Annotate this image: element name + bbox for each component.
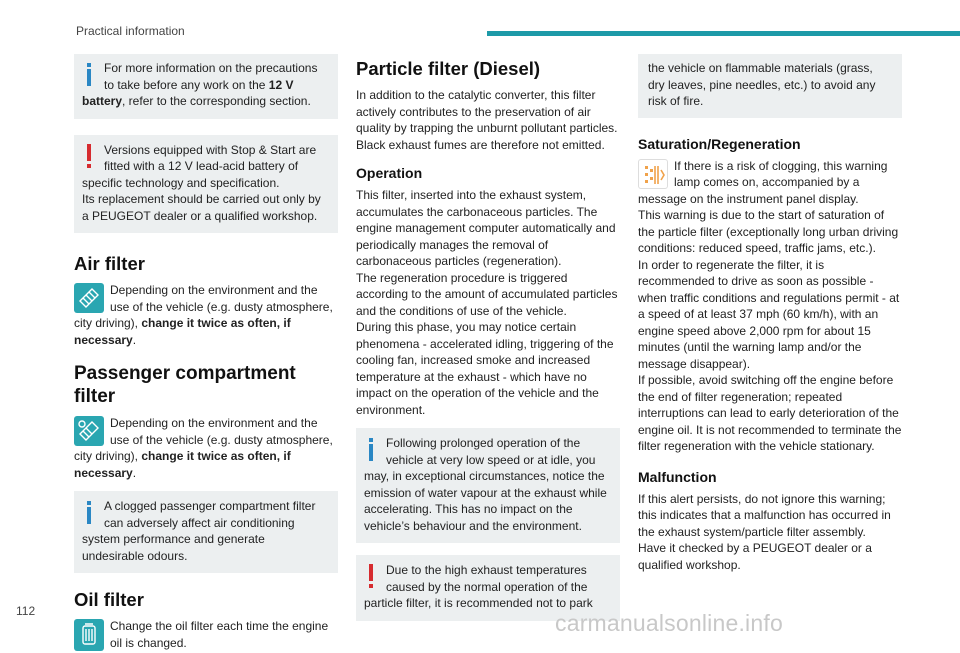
heading-saturation-regeneration: Saturation/Regeneration — [638, 135, 801, 152]
info-note-clogged-filter — [74, 491, 338, 573]
warning-icon — [82, 142, 96, 170]
operation-text-2: The regeneration procedure is triggered according to the amount of accumulated particles and the conditions of use of the vehicle. — [356, 270, 618, 318]
oil-filter-paragraph — [74, 618, 338, 651]
heading-operation: Operation — [356, 165, 423, 181]
heading-passenger-filter: Passenger compartment filter — [74, 363, 296, 407]
passenger-filter-body: Depending on the environment and the use of the vehicle (e.g. dusty atmosphere, city driving), — [74, 416, 333, 463]
malfunction-text-1: If this alert persists, do not ignore this warning; this indicates that a malfunction has occurred in the exhaust system/particle filter assembly. — [638, 491, 891, 539]
warning-icon — [364, 562, 378, 590]
info-note-battery — [74, 54, 338, 119]
warning-exhaust-text: Due to the high exhaust temperatures caused by the normal operation of the particle filter, it is recommended not to park — [364, 563, 593, 610]
operation-text-1: This filter, inserted into the exhaust system, accumulates the carbonaceous particles. The engine management computer automatically and periodically manages the removal of carbonaceous particles (regeneration). — [356, 188, 616, 268]
info-icon — [82, 60, 96, 88]
column-left — [74, 54, 338, 653]
cabin-filter-icon — [74, 416, 104, 446]
air-filter-bold: change it twice as often, if necessary — [74, 316, 291, 347]
air-filter-text — [74, 282, 338, 348]
warning-text: Versions equipped with Stop & Start are fitted with a 12 V lead-acid battery of specific technology and specification. — [82, 142, 317, 190]
saturation-text-3: In order to regenerate the filter, it is recommended to drive as soon as possible - when traffic conditions and regulations permit - at a speed of at least 37 mph (60 km/h), with an engine speed above 2,000 rpm for about 15 minutes (until the warning lamp and/or the message disappear). — [638, 257, 900, 371]
passenger-filter-text — [74, 415, 338, 481]
column-right — [638, 54, 902, 573]
heading-particle-filter: Particle filter (Diesel) — [356, 58, 541, 79]
particle-filter-warning-icon — [638, 159, 668, 189]
particle-filter-intro: In addition to the catalytic converter, this filter actively contributes to the preservation of air quality by trapping the unburnt pollutant particles. Black exhaust fumes are therefore not emitted. — [356, 88, 618, 152]
warning-note-stop-start — [74, 135, 338, 234]
heading-oil-filter: Oil filter — [74, 589, 144, 610]
note-bold: 12 V battery — [82, 77, 294, 108]
air-filter-icon — [74, 283, 104, 313]
info-icon — [364, 435, 378, 463]
heading-air-filter: Air filter — [74, 253, 145, 274]
warning-note-continued — [638, 54, 902, 118]
section-label: Practical information — [76, 24, 185, 38]
heading-malfunction: Malfunction — [638, 468, 717, 485]
info-icon — [82, 498, 96, 526]
column-middle — [356, 54, 620, 633]
warning-text-2: Its replacement should be carried out only by a PEUGEOT dealer or a qualified workshop. — [82, 192, 321, 223]
oil-filter-icon — [74, 619, 104, 651]
air-filter-body: Depending on the environment and the use of the vehicle (e.g. dusty atmosphere, city driving), — [74, 283, 333, 330]
operation-text-3: During this phase, you may notice certain phenomena - accelerated idling, triggering of the cooling fan, increased smoke and increased temperature at the exhaust - which have no impact on the operation of the vehicle and the environment. — [356, 320, 614, 417]
info-note-battery-text — [82, 60, 328, 110]
page-number: 112 — [16, 604, 36, 618]
note-text: For more information on the precautions to take before any work on the — [104, 61, 318, 92]
saturation-paragraph — [638, 158, 902, 208]
info-note-water-vapour-text: Following prolonged operation of the vehicle at very low speed or at idle, you may, in exceptional circumstances, notice the emission of water vapour at the exhaust while accelerating. This has no impact on the vehicle’s behaviour and the environment. — [364, 436, 607, 533]
warning-continued-text: the vehicle on flammable materials (grass, dry leaves, pine needles, etc.) to avoid any risk of fire. — [648, 61, 876, 108]
period: . — [132, 465, 137, 480]
info-note-water-vapour — [356, 428, 620, 543]
header-accent-bar — [487, 31, 960, 36]
passenger-filter-paragraph — [74, 415, 338, 481]
watermark: carmanualsonline.info — [555, 610, 783, 636]
saturation-text-1: If there is a risk of clogging, this warning lamp comes on, accompanied by a message on the instrument panel display. — [638, 158, 888, 206]
oil-filter-text: Change the oil filter each time the engine oil is changed. — [110, 619, 329, 650]
note-text-end: , refer to the corresponding section. — [122, 94, 311, 108]
malfunction-text-2: Have it checked by a PEUGEOT dealer or a qualified workshop. — [638, 541, 872, 572]
air-filter-paragraph — [74, 282, 338, 348]
period: . — [132, 332, 137, 347]
saturation-text-4: If possible, avoid switching off the engine before the end of filter regeneration; repeated interruptions can lead to early deterioration of the engine oil. It is not recommended to terminate the filter regeneration with the vehicle stationary. — [638, 373, 902, 453]
info-note-clogged-text: A clogged passenger compartment filter can adversely affect air conditioning system performance and generate undesirable odours. — [82, 499, 316, 563]
saturation-text-2: This warning is due to the start of saturation of the particle filter (exceptionally long urban driving conditions: reduced speed, traffic jams, etc.). — [638, 208, 899, 255]
passenger-filter-bold: change it twice as often, if necessary — [74, 449, 291, 480]
